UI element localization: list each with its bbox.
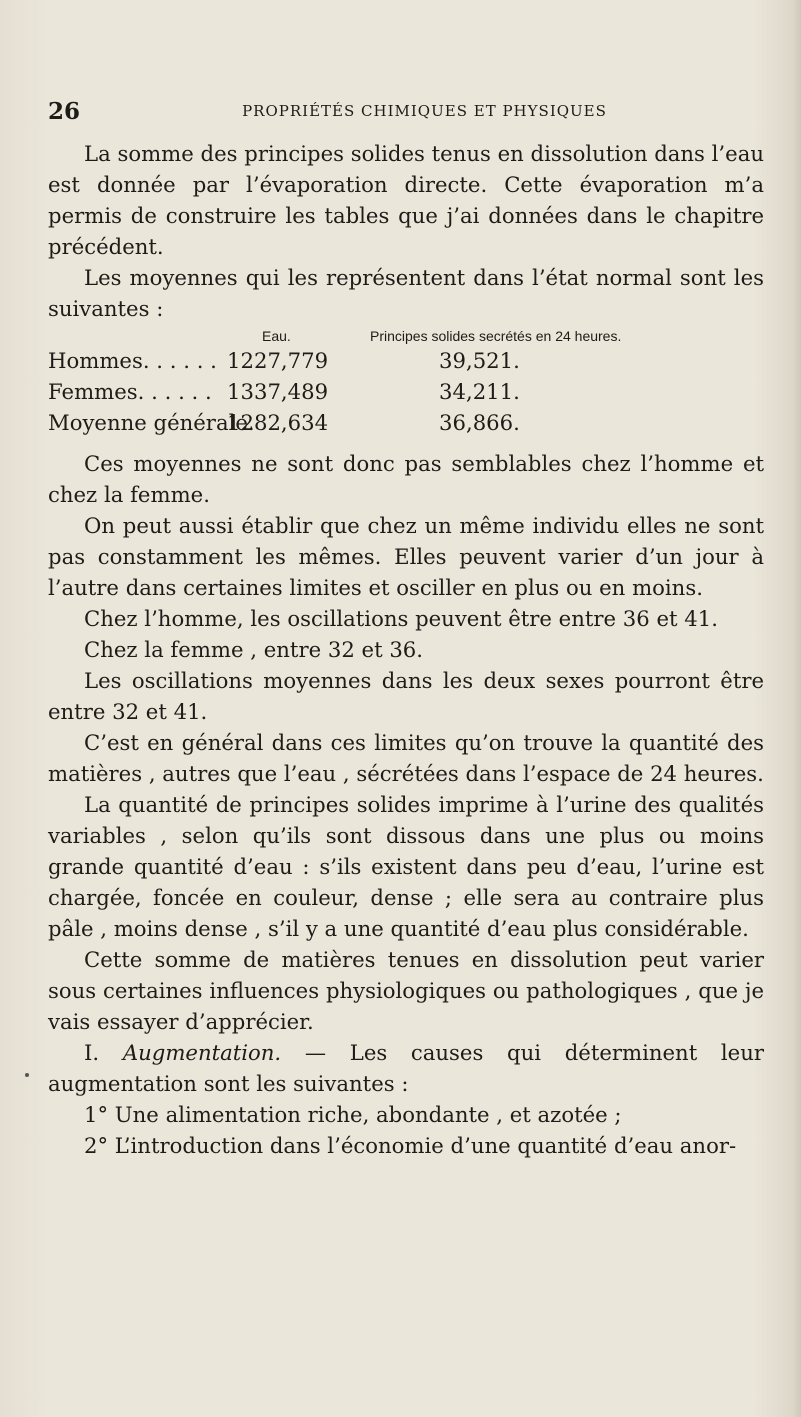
margin-mark [25,1073,29,1077]
table-row [48,379,764,410]
page-number: 26 [48,98,81,125]
body-block [48,448,764,1161]
paragraph-qualites: La quantité de principes solides imprime à l’urine des qualités variables , selon qu’ils sont dissous dans une plus ou moins grande quantité d’eau : s’ils existent dans peu d’eau, l’urine est chargée, foncée en couleur, dense ; elle sera au contraire plus pâle , moins dense , s’il y a une quantité d’eau plus considérable. [48,792,764,941]
paragraph-homme: Chez l’homme, les oscillations peuvent être entre 36 et 41. [84,606,718,631]
row-eau-value: 1282,634 [227,410,329,435]
running-head: PROPRIÉTÉS CHIMIQUES ET PHYSIQUES [242,102,607,120]
row-label: Moyenne générale. [48,410,255,435]
table-row [48,348,764,379]
list-item: 2° L’introduction dans l’économie d’une quantité d’eau anor- [84,1133,737,1158]
row-principes-value: 39,521. [439,348,520,373]
column-header-principes: Principes solides secrétés en 24 heures. [370,328,622,344]
section-text: — Les causes qui déterminent leur augmentation sont les suivantes : [48,1040,764,1096]
table-column-headers [48,326,764,348]
section-title: Augmentation. [122,1040,282,1065]
row-principes-value: 36,866. [439,410,520,435]
row-principes-value: 34,211. [439,379,520,404]
paragraph-evaporation: La somme des principes solides tenus en dissolution dans l’eau est donnée par l’évaporation directe. Cette évaporation m’a permis de construire les tables que j’ai données dans le chapitre précédent. [48,141,764,259]
paragraph-comparison: Ces moyennes ne sont donc pas semblables chez l’homme et chez la femme. [48,451,764,507]
averages-table [48,326,764,441]
intro-block [48,138,764,324]
paragraph-moyennes: Les moyennes qui les représentent dans l’état normal sont les suivantes : [48,265,764,321]
column-header-eau: Eau. [262,328,291,344]
paragraph-influences: Cette somme de matières tenues en dissolution peut varier sous certaines influences physiologiques ou pathologiques , que je vais essayer d’apprécier. [48,947,764,1034]
table-row [48,410,764,441]
paragraph-augmentation [48,1037,764,1099]
row-eau-value: 1227,779 [227,348,329,373]
row-label: Femmes. . . . . . [48,379,212,404]
paragraph-femme: Chez la femme , entre 32 et 36. [84,637,424,662]
paragraph-oscillations: Les oscillations moyennes dans les deux sexes pourront être entre 32 et 41. [48,668,764,724]
row-label: Hommes. . . . . . [48,348,217,373]
list-item: 1° Une alimentation riche, abondante , et azotée ; [84,1102,622,1127]
page-header [48,98,761,128]
paragraph-variation: On peut aussi établir que chez un même individu elles ne sont pas constamment les mêmes. Elles peuvent varier d’un jour à l’autre dans certaines limites et osciller en plus ou en moins. [48,513,764,600]
row-eau-value: 1337,489 [227,379,329,404]
section-number: I. [84,1040,100,1065]
paragraph-limites: C’est en général dans ces limites qu’on trouve la quantité des matières , autres que l’eau , sécrétées dans l’espace de 24 heures. [48,730,764,786]
